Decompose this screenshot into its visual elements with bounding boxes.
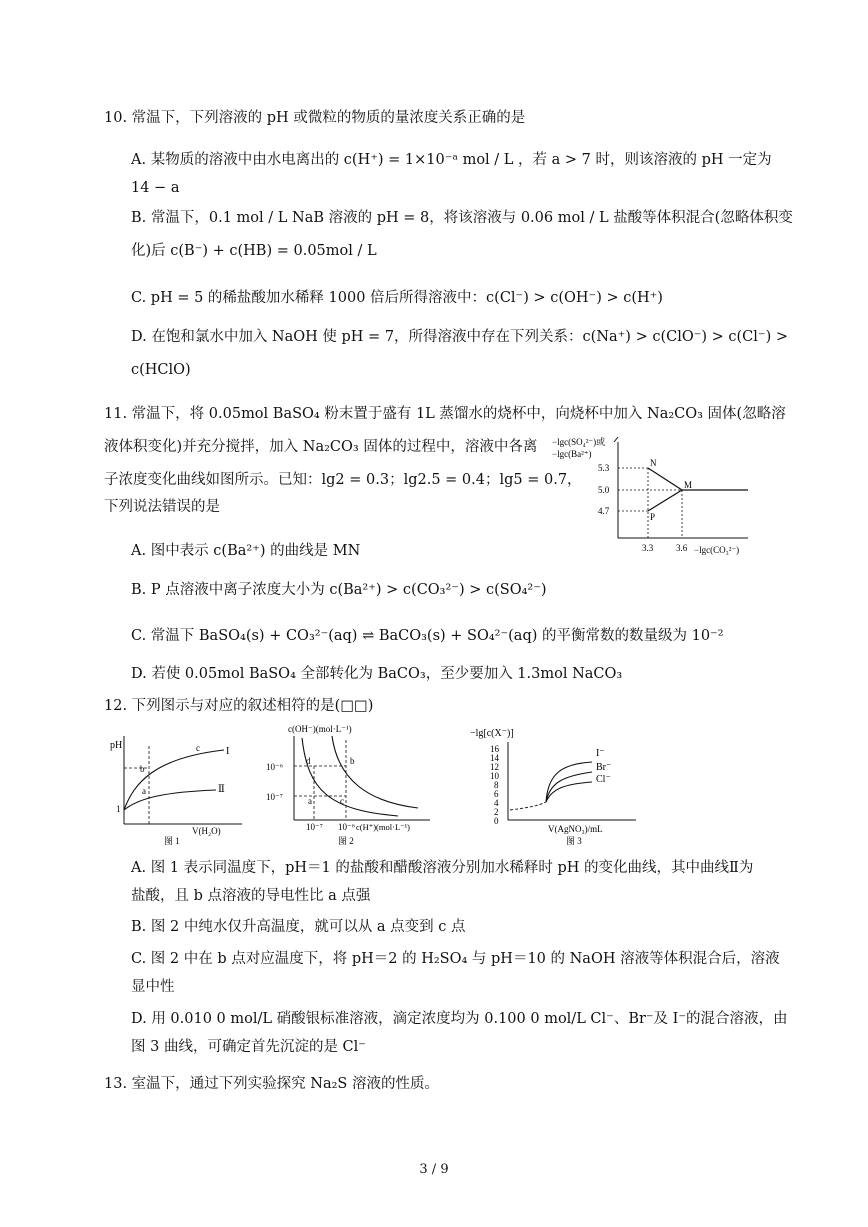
q12-option-b: B. 图 2 中纯水仅升高温度，就可以从 a 点变到 c 点 [131, 919, 466, 935]
fig2-point-d: d [306, 756, 311, 766]
fig1-caption: 图 1 [164, 836, 180, 846]
q10-option-a: A. 某物质的溶液中由水电离出的 c(H⁺) = 1×10⁻ᵃ mol / L ，若 a > 7 时，则该溶液的 pH 一定为 [131, 152, 772, 168]
fig1-point-b: b [140, 764, 145, 774]
q12-option-a-cont: 盐酸，且 b 点溶液的导电性比 a 点强 [131, 888, 371, 904]
q12-fig2 [258, 720, 434, 848]
fig3-baseline [510, 802, 546, 810]
q12-option-c: C. 图 2 中在 b 点对应温度下，将 pH＝2 的 H₂SO₄ 与 pH＝10 的 NaOH 溶液等体积混合后，溶液 [131, 951, 780, 967]
q10-option-b: B. 常温下，0.1 mol / L NaB 溶液的 pH = 8，将该溶液与 0.06 mol / L 盐酸等体积混合(忽略体积变 [131, 210, 793, 226]
fig1-curve-ii [124, 790, 216, 810]
fig3-ytick: 4 [494, 798, 499, 808]
fig3-ytick: 0 [494, 816, 499, 826]
q12-option-d-cont: 图 3 曲线，可确定首先沉淀的是 Cl⁻ [131, 1039, 366, 1055]
q10-option-b-cont: 化)后 c(B⁻) + c(HB) = 0.05mol / L [131, 243, 377, 259]
q12-fig3 [466, 724, 666, 848]
q11-graph-xlabel: −lgc(CO₃²⁻) [694, 545, 740, 555]
q11-graph [548, 434, 754, 560]
q11-option-a: A. 图中表示 c(Ba²⁺) 的曲线是 MN [131, 543, 361, 559]
q11-stem-line3: 子浓度变化曲线如图所示。已知：lg2 = 0.3；lg2.5 = 0.4；lg5 = 0.7， [104, 472, 582, 488]
fig3-caption: 图 3 [566, 836, 582, 846]
q10-option-d-cont: c(HClO) [131, 362, 191, 378]
fig1-point-a: a [142, 786, 146, 796]
fig3-xlabel: V(AgNO₃)/mL [548, 824, 603, 834]
fig3-ytick: 16 [490, 744, 499, 754]
fig3-curve-label-i: I⁻ [596, 748, 605, 759]
fig2-ytick: 10⁻⁶ [266, 762, 283, 772]
fig2-point-c: c [340, 796, 344, 806]
q11-graph-xtick: 3.3 [642, 543, 654, 553]
fig2-ytick: 10⁻⁷ [266, 792, 283, 802]
q11-graph-ytick: 5.0 [598, 485, 610, 495]
q11-graph-ytick: 4.7 [598, 506, 610, 516]
q11-stem-line2: 液体积变化)并充分搅拌，加入 Na₂CO₃ 固体的过程中，溶液中各离 [104, 439, 538, 455]
fig2-point-a: a [308, 796, 312, 806]
q10-option-a-cont: 14 − a [131, 180, 180, 196]
fig3-ytick: 14 [490, 753, 499, 763]
q11-graph-curve-nm [648, 468, 682, 490]
fig2-caption: 图 2 [338, 836, 354, 846]
q11-graph-ylabel-2: −lgc(Ba²⁺) [552, 449, 592, 459]
fig1-curve-label-i: I [226, 746, 230, 757]
q11-graph-ylabel-1: −lgc(SO₄²⁻)或 [552, 437, 606, 447]
q11-graph-xtick: 3.6 [676, 543, 688, 553]
q12-stem: 12. 下列图示与对应的叙述相符的是(□□) [104, 698, 374, 714]
fig1-curve-label-ii: Ⅱ [218, 784, 225, 795]
q12-option-d: D. 用 0.010 0 mol/L 硝酸银标准溶液，滴定浓度均为 0.100 0 mol/L Cl⁻、Br⁻及 I⁻的混合溶液，由 [131, 1011, 788, 1027]
fig1-y0: 1 [116, 804, 121, 814]
q11-option-c: C. 常温下 BaSO₄(s) + CO₃²⁻(aq) ⇌ BaCO₃(s) + SO₄²⁻(aq) 的平衡常数的数量级为 10⁻² [131, 628, 724, 644]
fig3-ylabel: −lg[c(X⁻)] [470, 728, 514, 739]
q11-graph-point-p: P [650, 512, 656, 522]
q11-option-d: D. 若使 0.05mol BaSO₄ 全部转化为 BaCO₃，至少要加入 1.3mol NaCO₃ [131, 666, 623, 682]
fig3-ytick: 10 [490, 771, 499, 781]
fig1-point-c: c [196, 743, 200, 753]
q11-option-b: B. P 点溶液中离子浓度大小为 c(Ba²⁺) > c(CO₃²⁻) > c(SO₄²⁻) [131, 582, 547, 598]
fig2-ylabel: c(OH⁻)(mol·L⁻¹) [288, 724, 352, 734]
fig3-curve-cl [546, 782, 592, 802]
fig2-xtick: 10⁻⁷ [306, 822, 323, 832]
q10-stem: 10. 常温下，下列溶液的 pH 或微粒的物质的量浓度关系正确的是 [104, 110, 526, 126]
q12-option-c-cont: 显中性 [131, 979, 175, 995]
q11-stem-line4: 下列说法错误的是 [104, 499, 220, 515]
q11-graph-point-n: N [650, 458, 657, 468]
q10-option-d: D. 在饱和氯水中加入 NaOH 使 pH = 7，所得溶液中存在下列关系：c(Na⁺) > c(ClO⁻) > c(Cl⁻) > [131, 329, 788, 345]
fig3-curve-br [546, 772, 592, 802]
q11-graph-ytick: 5.3 [598, 463, 610, 473]
page-number: 3 / 9 [419, 1162, 449, 1177]
fig3-ytick: 8 [494, 780, 499, 790]
fig3-ytick: 2 [494, 807, 499, 817]
fig3-ytick: 6 [494, 789, 499, 799]
q11-graph-curve-pm [648, 490, 748, 511]
q13-stem: 13. 室温下，通过下列实验探究 Na₂S 溶液的性质。 [104, 1076, 439, 1092]
q10-option-c: C. pH = 5 的稀盐酸加水稀释 1000 倍后所得溶液中：c(Cl⁻) > c(OH⁻) > c(H⁺) [131, 290, 663, 306]
fig3-curve-i [546, 762, 592, 802]
fig2-curve-2 [332, 736, 418, 808]
q12-option-a: A. 图 1 表示同温度下，pH＝1 的盐酸和醋酸溶液分别加水稀释时 pH 的变化曲线，其中曲线Ⅱ为 [131, 860, 754, 876]
fig2-xtick: 10⁻⁶ [338, 822, 355, 832]
fig2-xlabel: c(H⁺)(mol·L⁻¹) [356, 822, 411, 832]
fig3-curve-label-cl: Cl⁻ [596, 774, 611, 785]
fig3-curve-label-br: Br⁻ [596, 762, 612, 773]
fig2-point-b: b [350, 756, 355, 766]
q12-fig1 [104, 728, 246, 848]
fig1-xlabel: V(H₂O) [192, 826, 221, 836]
fig1-ylabel: pH [110, 740, 123, 751]
q11-stem-line1: 11. 常温下，将 0.05mol BaSO₄ 粉末置于盛有 1L 蒸馏水的烧杯中，向烧杯中加入 Na₂CO₃ 固体(忽略溶 [104, 406, 786, 422]
q11-graph-point-m: M [684, 480, 693, 490]
fig3-ytick: 12 [490, 762, 499, 772]
